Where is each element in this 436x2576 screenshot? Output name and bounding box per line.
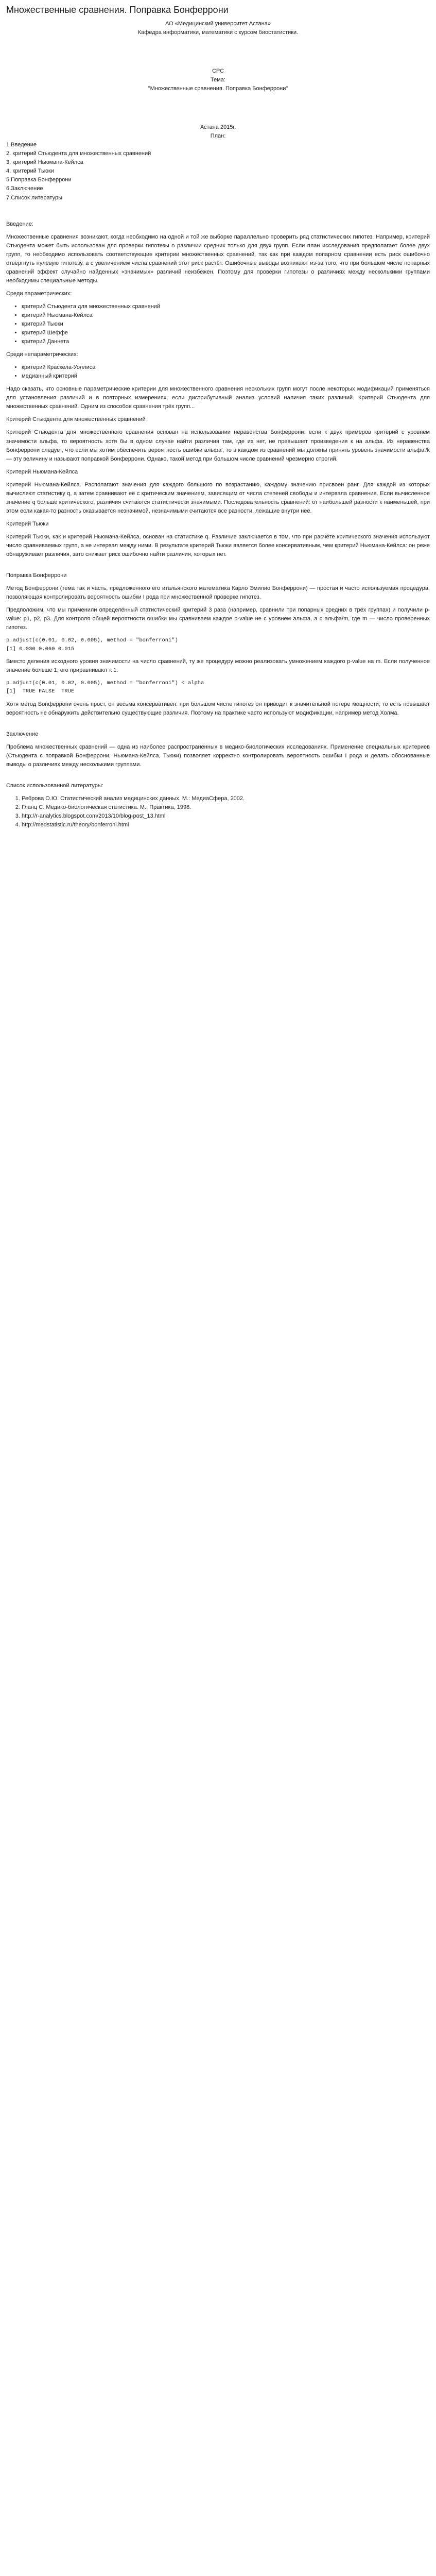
- plan-item: 1.Введение: [6, 142, 37, 148]
- list-item: • критерий Стьюдента для множественных сравнений: [22, 302, 430, 311]
- reference-url[interactable]: http://medstatistic.ru/theory/bonferroni.html: [22, 822, 129, 828]
- document: [0, 0, 436, 849]
- section-text: Критерий Стьюдента для множественного сравнения основан на использовании неравенства Бонферрони: если к двух примеров критерий с уровнем значимости альфа, то вероятность хотя бы в одном случае найти различия там, где их нет, не превышает произведения к на альфа. Из неравенства Бонферрони следует, что если мы хотим обеспечить вероятность ошибки альфа', то в каждом из сравнений мы должны принять уровень значимости альфа'/k — эту величину и называют поправкой Бонферрони. Однако, такой метод при большом числе сравнений чрезмерно строгий.: [6, 429, 430, 462]
- param-label: Среди параметрических:: [6, 290, 72, 297]
- list-item: • критерий Ньюмана-Кейлса: [22, 311, 430, 320]
- nonparam-list: [6, 363, 430, 381]
- city-year: Астана 2015г.: [200, 124, 236, 131]
- plan-item: 6.Заключение: [6, 185, 43, 192]
- dept-name: Кафедра информатики, математики с курсом биостатистики.: [137, 29, 299, 36]
- reference-link[interactable]: [22, 821, 430, 829]
- topic: "Множественные сравнения. Поправка Бонферрони": [148, 86, 288, 92]
- conclusion-heading: Заключение: [6, 731, 39, 737]
- list-item: • критерий Тьюки: [22, 320, 430, 329]
- page-title: Множественные сравнения. Поправка Бонферрони: [6, 5, 229, 15]
- org-name: АО «Медицинский университет Астана»: [165, 20, 271, 27]
- references-heading: Список использованной литературы:: [6, 782, 103, 789]
- plan-item: 2. критерий Стьюдента для множественных сравнений: [6, 150, 151, 157]
- list-item: • критерий Даннета: [22, 337, 430, 346]
- bonferroni-paragraph: Предположим, что мы применили определённый статистический критерий 3 раза (например, сравнили три попарных средних в трёх группах) и получили p-value: p1, p2, p3. Для контроля общей вероятности ошибки мы сравниваем каждое p-value не с уровнем альфа, а с альфа/m, где m — число проверенных гипотез.: [6, 607, 430, 631]
- doc-type: СРС: [212, 67, 224, 74]
- param-list: [6, 302, 430, 346]
- plan-label: План:: [210, 133, 226, 140]
- reference-link[interactable]: [22, 812, 430, 821]
- plan-item: 4. критерий Тьюки: [6, 168, 54, 175]
- plan-item: 3. критерий Ньюмана-Кейлса: [6, 159, 83, 166]
- reference-url[interactable]: http://r-analytics.blogspot.com/2013/10/blog-post_13.html: [22, 812, 166, 819]
- plan-item: 7.Список литературы: [6, 194, 62, 201]
- section-text: Критерий Тьюки, как и критерий Ньюмана-Кейлса, основан на статистике q. Различие заключается в том, что при расчёте критического значения используют число сравниваемых групп, а не интервал между ними. В результате критерий Тьюки является более консервативным, чем критерий Ньюмана-Кейлса: он реже обнаруживает различия, зато снижает риск ошибочно найти различия, которых нет.: [6, 533, 430, 558]
- bonferroni-paragraph: Хотя метод Бонферрони очень прост, он весьма консервативен: при большом числе гипотез он приводит к значительной потере мощности, то есть повышает вероятность не обнаружить действительно существующие различия. Поэтому на практике часто используют модификации, например метод Холма.: [6, 701, 430, 716]
- reference-item: 1. Реброва О.Ю. Статистический анализ медицинских данных. М.: МедиаСфера, 2002.: [22, 794, 430, 803]
- bonferroni-paragraph: Вместо деления исходного уровня значимости на число сравнений, ту же процедуру можно реализовать умножением каждого p-value на m. Если полученное значение больше 1, его приравнивают к 1.: [6, 658, 430, 673]
- section-text: Критерий Ньюмана-Кейлса. Располагают значения для каждого большого по возрастанию, каждому значению присвоен ранг. Для каждой из которых вычисляют статистику q, а затем сравнивают её с критическим значением, зависящим от числа степеней свободы и интервала сравнения. Если вычисленное значение q больше критического, различия считаются статистически значимыми. Последовательность сравнений: от наибольшей разности к наименьшей, при этом если какая-то разность оказывается незначимой, незначимыми считаются все разности, лежащие внутри неё.: [6, 481, 430, 514]
- list-item: • критерий Краскела-Уоллиса: [22, 363, 430, 372]
- section-heading: Критерий Тьюки: [6, 520, 49, 527]
- intro-paragraph: Надо сказать, что основные параметрические критерии для множественного сравнения нескольких групп могут после некоторых модификаций применяться для установления различий и в повторных измерениях, если дистрибутивный анализ условий наличия таких различий. Критерий Стьюдента для множественных сравнений. Одним из способов сравнения трёх групп...: [6, 386, 430, 410]
- list-item: • критерий Шеффе: [22, 329, 430, 337]
- section-heading: Критерий Стьюдента для множественных сравнений: [6, 416, 146, 423]
- references-list: [6, 794, 430, 829]
- section-heading: Критерий Ньюмана-Кейлса: [6, 468, 78, 475]
- list-item: • медианный критерий: [22, 372, 430, 381]
- plan-item: 5.Поправка Бонферрони: [6, 177, 72, 183]
- nonparam-label: Среди непараметрических:: [6, 351, 78, 358]
- code-block: p.adjust(c(0.01, 0.02, 0.005), method = "bonferroni") < alpha [1] TRUE FALSE TRUE: [6, 680, 204, 695]
- plan-list: [6, 141, 430, 202]
- intro-paragraph: Множественные сравнения возникают, когда необходимо на одной и той же выборке параллельно проверить ряд статистических гипотез. Например, критерий Стьюдента может быть использован для проверки гипотезы о различии средних только для двух групп. Если план исследования предполагает более двух групп, то необходимо использовать соответствующие критерии множественных сравнений, так как при каждом попарном сравнении есть риск ошибочно отвергнуть нулевую гипотезу, а с увеличением числа сравнений этот риск растёт. Ошибочные выводы возникают из-за того, что при большом числе попарных сравнений эффект случайно найденных «значимых» различий неизбежен. Поэтому для проверки гипотезы о различиях между несколькими группами необходимы специальные методы.: [6, 233, 430, 284]
- reference-item: 2. Гланц С. Медико-биологическая статистика. М.: Практика, 1998.: [22, 803, 430, 812]
- intro-heading: Введение:: [6, 221, 33, 227]
- code-block: p.adjust(c(0.01, 0.02, 0.005), method = "bonferroni") [1] 0.030 0.060 0.015: [6, 637, 178, 652]
- conclusion-text: Проблема множественных сравнений — одна из наиболее распространённых в медико-биологических исследованиях. Применение специальных критериев (Стьюдента с поправкой Бонферрони, Ньюмана-Кейлса, Тьюки) позволяет корректно контролировать вероятность ошибки I рода и делать обоснованные выводы о различиях между несколькими группами.: [6, 743, 430, 768]
- bonferroni-paragraph: Метод Бонферрони (тема так и часть, предложенного его итальянского математика Карло Эмилио Бонферрони) — простая и часто используемая процедура, позволяющая контролировать вероятность ошибки I рода при множественной проверке гипотез.: [6, 585, 430, 601]
- bonferroni-heading: Поправка Бонферрони: [6, 572, 67, 579]
- topic-label: Тема:: [211, 77, 225, 83]
